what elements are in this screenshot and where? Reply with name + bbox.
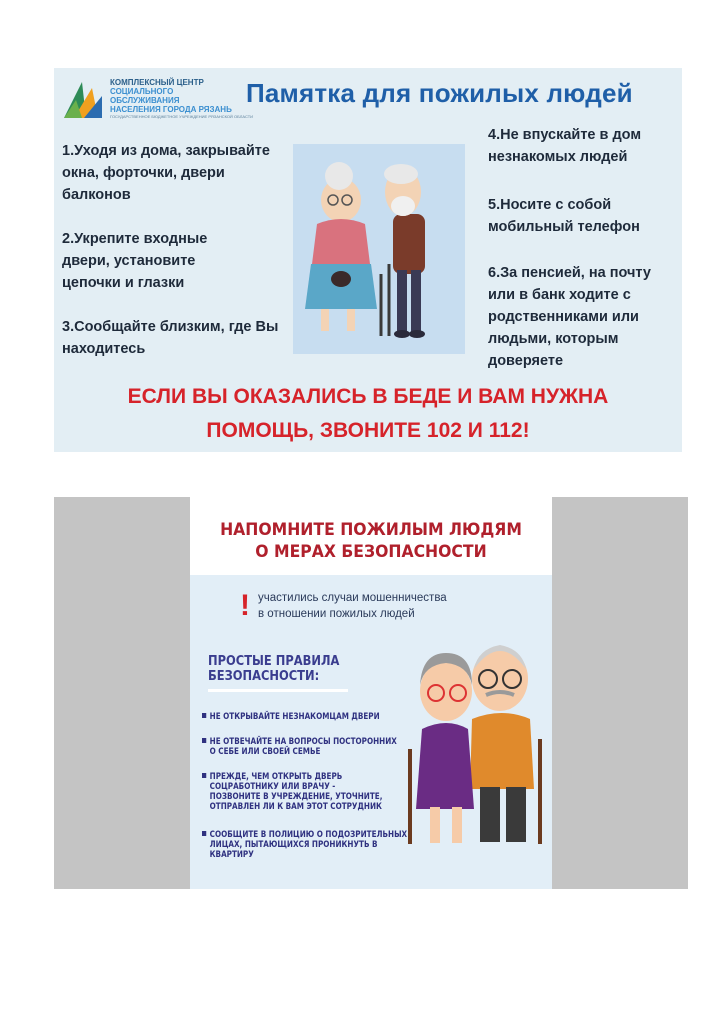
rule-text: О СЕБЕ ИЛИ СВОЕЙ СЕМЬЕ xyxy=(209,747,321,757)
title-line-1: НАПОМНИТЕ ПОЖИЛЫМ ЛЮДЯМ xyxy=(220,520,522,540)
logo-line-1: КОМПЛЕКСНЫЙ ЦЕНТР xyxy=(110,78,204,87)
bullet-icon xyxy=(202,773,206,778)
exclamation-icon: ! xyxy=(240,589,250,622)
safety-reminder-poster xyxy=(54,497,688,889)
tip-6: 6.За пенсией, на почту или в банк ходите с родственниками или людьми, которым доверяете xyxy=(488,265,651,369)
elderly-couple-cartoon xyxy=(402,619,562,849)
tip-1: 1.Уходя из дома, закрывайте окна, форточки, двери балконов xyxy=(62,143,270,203)
bullet-icon xyxy=(202,831,206,836)
fraud-notice xyxy=(258,590,447,622)
fraud-notice-line-2: в отношении пожилых людей xyxy=(258,608,415,620)
rule-4 xyxy=(202,830,415,860)
logo-line-2: СОЦИАЛЬНОГО ОБСЛУЖИВАНИЯ xyxy=(110,87,180,105)
elderly-memo-poster xyxy=(54,68,682,452)
poster-title: Памятка для пожилых людей xyxy=(246,78,633,108)
rule-text: ОТПРАВЛЕН ЛИ К ВАМ ЭТОТ СОТРУДНИК xyxy=(209,802,382,812)
rule-3 xyxy=(202,772,415,812)
social-center-logo xyxy=(62,76,254,122)
rules-heading-line-1: ПРОСТЫЕ ПРАВИЛА xyxy=(208,653,340,669)
tip-3: 3.Сообщайте близким, где Вы находитесь xyxy=(62,319,279,357)
logo-line-3: НАСЕЛЕНИЯ ГОРОДА РЯЗАНЬ xyxy=(110,105,232,114)
logo-emblem-icon xyxy=(62,78,104,120)
rules-heading-underline xyxy=(208,689,348,692)
logo-subtitle: ГОСУДАРСТВЕННОЕ БЮДЖЕТНОЕ УЧРЕЖДЕНИЕ РЯЗАНСКОЙ ОБЛАСТИ xyxy=(110,114,254,119)
elderly-couple-illustration xyxy=(293,144,465,354)
warning-line-2: ПОМОЩЬ, ЗВОНИТЕ 102 И 112! xyxy=(206,419,530,442)
rule-2 xyxy=(202,737,415,757)
safety-poster-title xyxy=(204,519,537,563)
rule-text: ПРЕЖДЕ, ЧЕМ ОТКРЫТЬ ДВЕРЬ xyxy=(209,772,343,782)
rule-text: СООБЩИТЕ В ПОЛИЦИЮ О ПОДОЗРИТЕЛЬНЫХ xyxy=(209,830,408,840)
rule-text: НЕ ОТВЕЧАЙТЕ НА ВОПРОСЫ ПОСТОРОННИХ xyxy=(209,737,397,747)
rule-text: ПОЗВОНИТЕ В УЧРЕЖДЕНИЕ, УТОЧНИТЕ, xyxy=(209,792,383,802)
bullet-icon xyxy=(202,713,206,718)
fraud-notice-line-1: участились случаи мошенничества xyxy=(258,592,447,604)
tip-4: 4.Не впускайте в дом незнакомых людей xyxy=(488,127,642,165)
title-line-2: О МЕРАХ БЕЗОПАСНОСТИ xyxy=(255,542,487,562)
warning-line-1: ЕСЛИ ВЫ ОКАЗАЛИСЬ В БЕДЕ И ВАМ НУЖНА xyxy=(127,385,609,408)
rule-text: НЕ ОТКРЫВАЙТЕ НЕЗНАКОМЦАМ ДВЕРИ xyxy=(209,712,380,722)
rules-heading xyxy=(208,654,339,684)
rule-text: СОЦРАБОТНИКУ ИЛИ ВРАЧУ - xyxy=(209,782,336,792)
emergency-warning xyxy=(54,380,682,448)
bullet-icon xyxy=(202,738,206,743)
logo-text xyxy=(110,78,242,114)
rule-text: ЛИЦАХ, ПЫТАЮЩИХСЯ ПРОНИКНУТЬ В КВАРТИРУ xyxy=(209,840,378,860)
tip-5: 5.Носите с собой мобильный телефон xyxy=(488,197,640,235)
rule-1 xyxy=(202,712,415,722)
tip-2: 2.Укрепите входные двери, установите цепочки и глазки xyxy=(62,231,208,291)
safety-poster-card xyxy=(190,497,552,889)
rules-heading-line-2: БЕЗОПАСНОСТИ: xyxy=(208,668,320,684)
